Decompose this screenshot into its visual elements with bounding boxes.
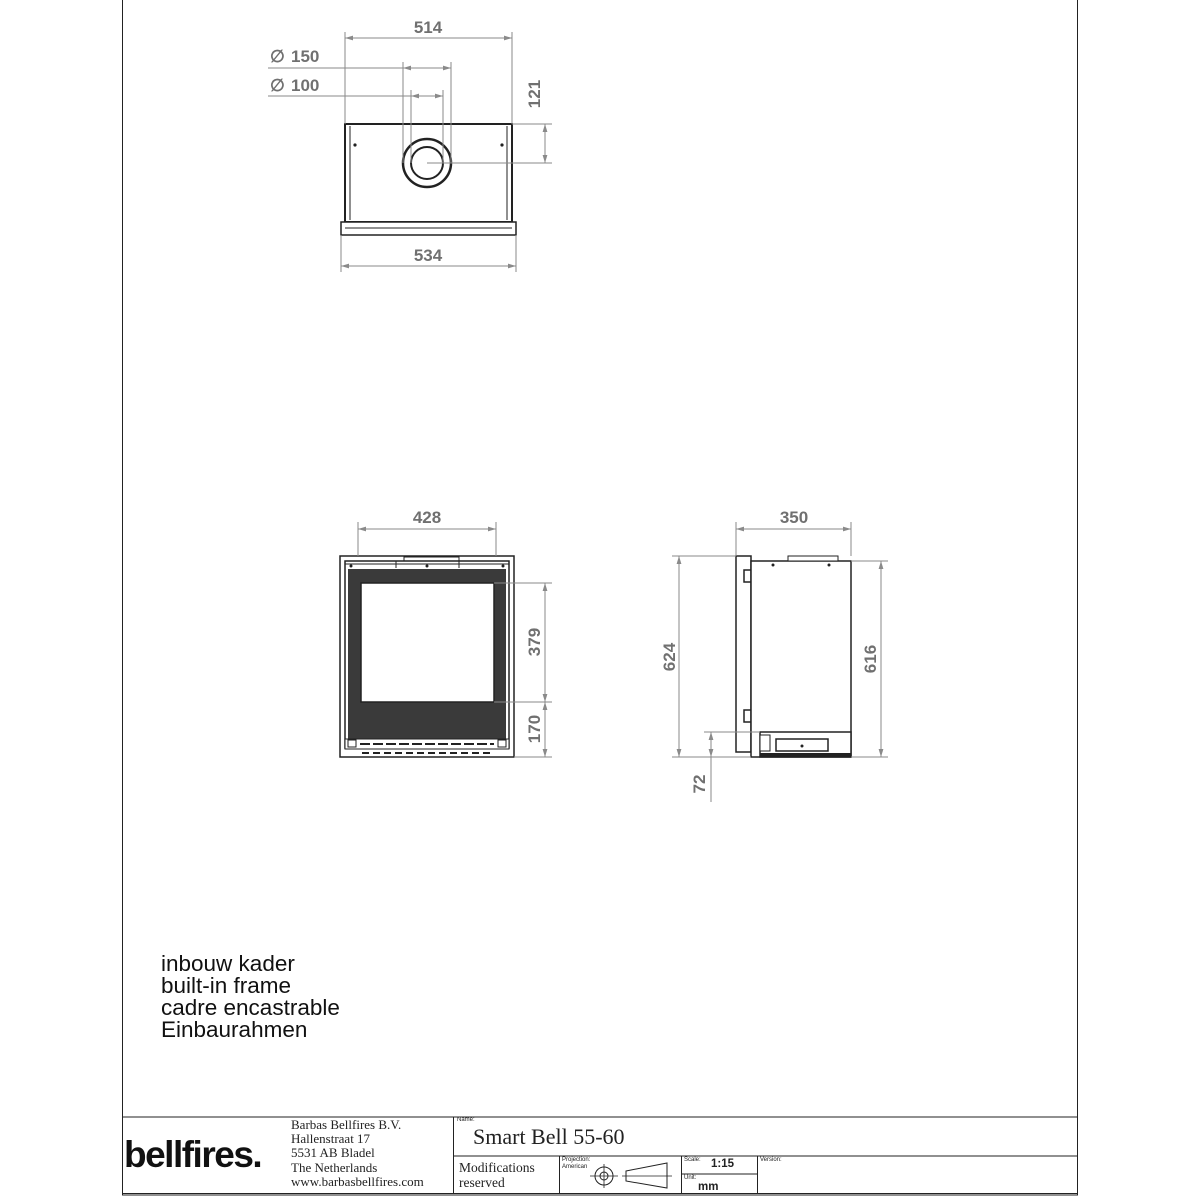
brand-logo (124, 1134, 261, 1176)
product-name: Smart Bell 55-60 (473, 1124, 625, 1149)
scale-label: Scale: (684, 1157, 701, 1163)
modifications-note (459, 1160, 535, 1190)
dim-flue-inner-symbol: ∅ (270, 76, 285, 95)
frame-caption (161, 953, 340, 1041)
dim-flue-outer: 150 (291, 47, 320, 66)
top-view (268, 18, 552, 272)
dim-side-bottom-offset: 72 (690, 774, 709, 794)
version-label: Version: (760, 1157, 782, 1163)
address-website: www.barbasbellfires.com (291, 1173, 424, 1189)
front-view-glass (361, 583, 494, 702)
side-view-body (751, 561, 851, 757)
brand-dot: . (252, 1134, 262, 1175)
dim-flue-outer-symbol: ∅ (270, 47, 285, 66)
caption-english: built-in frame (161, 973, 292, 998)
projection-value: American (562, 1164, 588, 1170)
modifications-line: reserved (459, 1175, 505, 1190)
company-address (291, 1118, 424, 1189)
side-view (660, 508, 888, 802)
brand-name: bellfires (124, 1134, 253, 1175)
dim-glass-height: 379 (525, 627, 544, 657)
caption-french: cadre encastrable (161, 995, 340, 1020)
dim-top-width: 514 (413, 18, 443, 37)
unit-label: Unit: (684, 1175, 697, 1181)
dim-side-height-right: 616 (861, 644, 880, 674)
address-line: Hallenstraat 17 (291, 1131, 371, 1147)
dim-base-height: 170 (525, 714, 544, 744)
caption-dutch: inbouw kader (161, 951, 295, 976)
dim-flue-inner: 100 (291, 76, 320, 95)
projection-symbol-icon (590, 1163, 672, 1188)
unit-value: mm (698, 1181, 719, 1193)
address-line: The Netherlands (291, 1159, 378, 1175)
dim-side-depth: 350 (779, 508, 809, 527)
dim-side-height-left: 624 (660, 642, 679, 672)
address-line: 5531 AB Bladel (291, 1145, 375, 1161)
front-view (340, 508, 552, 757)
scale-value: 1:15 (711, 1158, 735, 1170)
projection-label: Projection: (562, 1157, 591, 1163)
caption-german: Einbaurahmen (161, 1017, 308, 1042)
modifications-line: Modifications (459, 1160, 535, 1175)
dim-frame-width: 534 (413, 246, 443, 265)
dim-front-width: 428 (412, 508, 442, 527)
dim-flue-offset: 121 (525, 79, 544, 109)
address-line: Barbas Bellfires B.V. (291, 1117, 402, 1132)
name-label: Name: (457, 1117, 475, 1123)
